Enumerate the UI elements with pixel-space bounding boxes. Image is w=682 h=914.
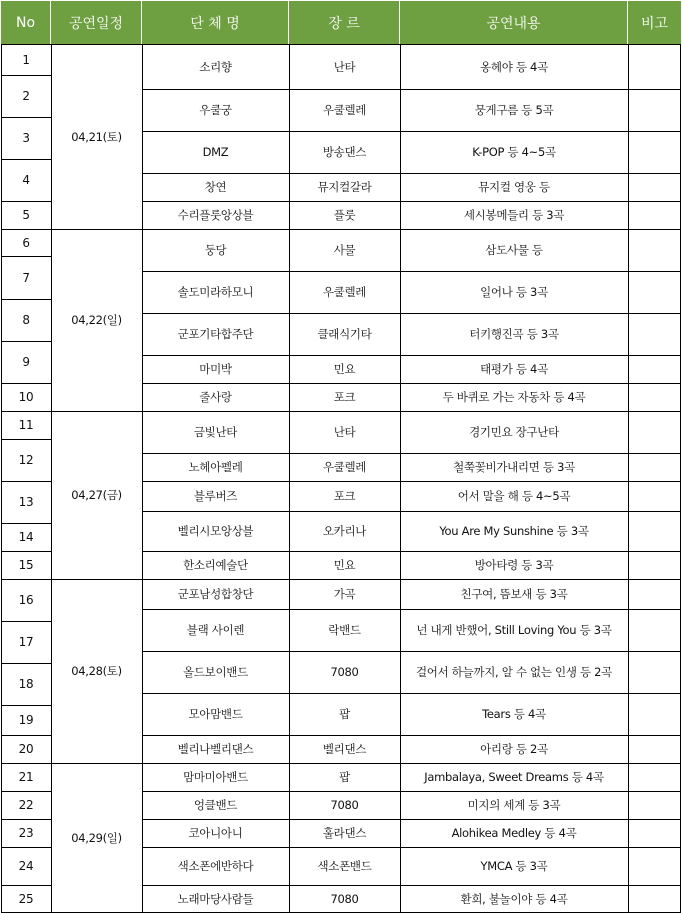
genre: 난타 xyxy=(333,425,356,439)
group-name: 엉클밴드 xyxy=(193,798,238,812)
note xyxy=(628,411,681,453)
row-rule xyxy=(142,819,681,820)
note xyxy=(628,131,681,173)
row-number-rule xyxy=(1,663,51,664)
program: 삼도사물 등 xyxy=(485,243,543,257)
row-number-rule xyxy=(1,75,51,76)
note xyxy=(628,173,681,201)
genre: 팝 xyxy=(339,770,350,784)
row-rule xyxy=(142,173,681,174)
note xyxy=(628,609,681,651)
row-number: 20 xyxy=(18,742,34,756)
row-rule xyxy=(142,481,681,482)
row-number: 8 xyxy=(22,313,30,327)
program: 태평가 등 4곡 xyxy=(480,362,548,376)
note xyxy=(628,819,681,847)
program: 뭉게구름 등 5곡 xyxy=(474,103,554,117)
header-no: No xyxy=(1,1,51,44)
row-number-rule xyxy=(1,299,51,300)
row-rule xyxy=(142,579,681,580)
row-rule xyxy=(142,511,681,512)
program: K-POP 등 4~5곡 xyxy=(472,145,556,159)
row-number-rule xyxy=(1,201,51,202)
genre: 클래식기타 xyxy=(317,327,372,341)
genre: 락밴드 xyxy=(328,623,361,637)
row-number: 21 xyxy=(18,770,34,784)
genre: 우쿨렐레 xyxy=(322,103,367,117)
row-number-rule xyxy=(1,481,51,482)
row-rule xyxy=(142,355,681,356)
row-number-rule xyxy=(1,256,51,257)
group-name: 맘마미아밴드 xyxy=(183,770,248,784)
date-group-rule xyxy=(1,411,142,412)
table-border-bottom xyxy=(1,912,681,913)
program: 걸어서 하늘까지, 알 수 없는 인생 등 2곡 xyxy=(416,665,612,679)
row-number: 6 xyxy=(22,235,30,250)
schedule-date: 04,22(일) xyxy=(71,313,122,327)
row-number: 13 xyxy=(18,495,34,509)
row-number: 15 xyxy=(18,558,34,572)
row-number-rule xyxy=(1,341,51,342)
row-number: 9 xyxy=(22,355,30,369)
row-rule xyxy=(142,609,681,610)
note xyxy=(628,693,681,735)
row-number: 25 xyxy=(18,892,34,906)
row-rule xyxy=(142,791,681,792)
group-name: 코아니아니 xyxy=(188,826,243,840)
note xyxy=(628,651,681,693)
program: 환희, 불놀이야 등 4곡 xyxy=(460,892,568,906)
note xyxy=(628,44,681,89)
date-group-rule xyxy=(1,229,142,230)
column-rule xyxy=(1,44,2,913)
group-name: 솔도미라하모니 xyxy=(177,285,254,299)
note xyxy=(628,511,681,551)
row-number: 22 xyxy=(18,798,34,812)
group-name: 소리향 xyxy=(199,59,232,74)
group-name: 둥당 xyxy=(204,243,227,257)
date-group-rule xyxy=(1,579,142,580)
group-name: 색소폰에반하다 xyxy=(177,859,254,873)
column-rule xyxy=(628,44,629,913)
row-number-rule xyxy=(1,791,51,792)
row-number: 11 xyxy=(18,418,34,432)
row-number-rule xyxy=(1,439,51,440)
group-name: DMZ xyxy=(202,145,229,159)
note xyxy=(628,885,681,913)
row-rule xyxy=(142,89,681,90)
genre: 민요 xyxy=(333,362,356,376)
performance-schedule-table xyxy=(1,1,681,913)
schedule-date: 04,29(일) xyxy=(71,831,122,845)
column-rule xyxy=(51,44,52,913)
note xyxy=(628,763,681,791)
group-name: 블랙 사이렌 xyxy=(186,623,245,637)
program: 터키행진곡 등 3곡 xyxy=(469,327,559,341)
row-rule xyxy=(142,651,681,652)
date-group-rule xyxy=(1,763,142,764)
column-rule xyxy=(400,44,401,913)
genre: 벨리댄스 xyxy=(322,742,367,756)
note xyxy=(628,791,681,819)
genre: 훌라댄스 xyxy=(322,826,367,840)
genre: 오카리나 xyxy=(322,524,367,538)
column-rule xyxy=(680,44,681,913)
program: 미지의 세계 등 3곡 xyxy=(467,798,561,812)
group-name: 창연 xyxy=(204,180,227,194)
group-name: 우쿨궁 xyxy=(199,103,232,117)
row-number-rule xyxy=(1,705,51,706)
group-name: 벨리나벨리댄스 xyxy=(177,742,254,756)
program: 일어나 등 3곡 xyxy=(480,285,548,299)
genre: 플룻 xyxy=(333,208,356,222)
program: Jambalaya, Sweet Dreams 등 4곡 xyxy=(424,770,604,784)
group-name: 줄사랑 xyxy=(199,390,232,404)
program: Tears 등 4곡 xyxy=(482,707,546,721)
header-date: 공연일정 xyxy=(51,1,142,44)
row-number: 17 xyxy=(18,635,34,649)
group-name: 마미박 xyxy=(199,362,232,376)
genre: 가곡 xyxy=(333,587,356,601)
header-group: 단 체 명 xyxy=(142,1,289,44)
genre: 우쿨렐레 xyxy=(322,285,367,299)
row-number: 16 xyxy=(18,593,34,607)
note xyxy=(628,481,681,511)
genre: 7080 xyxy=(330,665,359,679)
row-number: 1 xyxy=(22,52,30,67)
row-number: 5 xyxy=(22,208,30,222)
row-number: 2 xyxy=(22,89,30,103)
note xyxy=(628,579,681,609)
group-name: 노래마당사람들 xyxy=(177,892,254,906)
column-rule xyxy=(142,44,143,913)
program: 넌 내게 반했어, Still Loving You 등 3곡 xyxy=(416,623,612,637)
group-name: 군포남성합창단 xyxy=(177,587,254,601)
genre: 뮤지컬갈라 xyxy=(317,180,372,194)
row-number: 12 xyxy=(18,453,34,467)
row-number-rule xyxy=(1,551,51,552)
header-program: 공연내용 xyxy=(400,1,628,44)
schedule-date: 04,27(금) xyxy=(71,488,122,502)
row-rule xyxy=(142,735,681,736)
program: 방아타령 등 3곡 xyxy=(474,558,554,572)
row-rule xyxy=(142,383,681,384)
row-rule xyxy=(142,885,681,886)
row-number-rule xyxy=(1,819,51,820)
program: 뮤지컬 영웅 등 xyxy=(478,180,550,194)
table-border-top xyxy=(1,44,681,45)
group-name: 블루버즈 xyxy=(193,489,238,503)
row-number-rule xyxy=(1,159,51,160)
row-number: 18 xyxy=(18,677,34,691)
genre: 우쿨렐레 xyxy=(322,460,367,474)
group-name: 벨리시모앙상블 xyxy=(177,524,254,538)
note xyxy=(628,847,681,885)
genre: 민요 xyxy=(333,558,356,572)
row-number-rule xyxy=(1,523,51,524)
row-number: 7 xyxy=(22,270,30,285)
genre: 포크 xyxy=(333,390,356,404)
schedule-date: 04,28(토) xyxy=(71,664,122,678)
note xyxy=(628,201,681,229)
row-rule xyxy=(142,453,681,454)
row-number: 19 xyxy=(18,713,34,727)
row-number: 23 xyxy=(18,826,34,840)
program: 철쭉꽃비가내리면 등 3곡 xyxy=(453,460,575,474)
header-genre: 장 르 xyxy=(289,1,400,44)
row-rule xyxy=(142,847,681,848)
note xyxy=(628,229,681,271)
row-rule xyxy=(142,131,681,132)
genre: 사물 xyxy=(333,243,356,257)
row-number-rule xyxy=(1,847,51,848)
genre: 7080 xyxy=(330,798,359,812)
note xyxy=(628,383,681,411)
genre: 색소폰밴드 xyxy=(317,859,372,873)
note xyxy=(628,313,681,355)
program: 어서 말을 해 등 4~5곡 xyxy=(457,489,571,503)
row-number: 4 xyxy=(22,173,30,187)
group-name: 모아맘밴드 xyxy=(188,707,243,721)
group-name: 수리플룻앙상블 xyxy=(177,208,254,222)
row-rule xyxy=(142,229,681,230)
program: YMCA 등 3곡 xyxy=(480,859,548,873)
schedule-date: 04,21(토) xyxy=(71,129,122,144)
header-note: 비고 xyxy=(628,1,681,44)
genre: 난타 xyxy=(333,59,356,74)
genre: 포크 xyxy=(333,489,356,503)
program: 두 바퀴로 가는 자동차 등 4곡 xyxy=(442,390,586,404)
group-name: 노헤아펠레 xyxy=(188,460,243,474)
row-rule xyxy=(142,271,681,272)
program: 친구여, 뜸보새 등 3곡 xyxy=(460,587,568,601)
row-rule xyxy=(142,411,681,412)
note xyxy=(628,355,681,383)
column-rule xyxy=(289,44,290,913)
row-number-rule xyxy=(1,383,51,384)
row-number: 24 xyxy=(18,859,34,873)
genre: 7080 xyxy=(330,892,359,906)
group-name: 금빛난타 xyxy=(193,425,238,439)
row-number-rule xyxy=(1,885,51,886)
group-name: 한소리예술단 xyxy=(183,558,248,572)
program: 세시봉메들리 등 3곡 xyxy=(463,208,565,222)
group-name: 올드보이밴드 xyxy=(183,665,248,679)
note xyxy=(628,89,681,131)
row-number-rule xyxy=(1,735,51,736)
row-number: 10 xyxy=(18,390,34,404)
row-number: 14 xyxy=(18,530,34,544)
program: You Are My Sunshine 등 3곡 xyxy=(439,524,589,538)
genre: 팝 xyxy=(339,707,350,721)
row-number: 3 xyxy=(22,131,30,145)
row-rule xyxy=(142,551,681,552)
note xyxy=(628,551,681,579)
program: 옹헤야 등 4곡 xyxy=(480,59,548,74)
row-number-rule xyxy=(1,621,51,622)
program: 아리랑 등 2곡 xyxy=(480,742,548,756)
row-rule xyxy=(142,693,681,694)
row-rule xyxy=(142,313,681,314)
program: Alohikea Medley 등 4곡 xyxy=(451,826,577,840)
genre: 방송댄스 xyxy=(322,145,367,159)
group-name: 군포기타합주단 xyxy=(177,327,254,341)
row-rule xyxy=(142,201,681,202)
note xyxy=(628,735,681,763)
row-number-rule xyxy=(1,117,51,118)
note xyxy=(628,453,681,481)
note xyxy=(628,271,681,313)
row-rule xyxy=(142,763,681,764)
program: 경기민요 장구난타 xyxy=(469,425,559,439)
